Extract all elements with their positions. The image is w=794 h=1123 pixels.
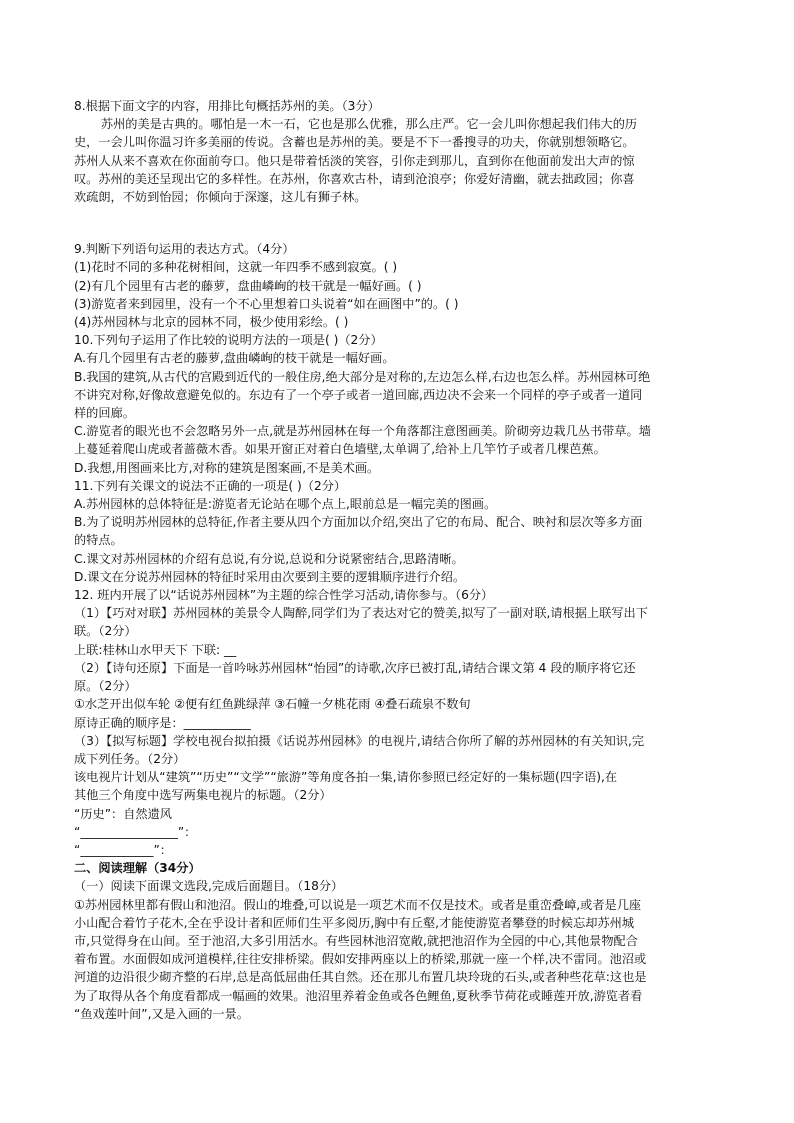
q10-option-c-1: C.游览者的眼光也不会忽略另外一点,就是苏州园林在每一个角落都注意图画美。阶砌旁边栽几丛书带草。墙 — [74, 424, 651, 439]
q12-line-2: 联。（2分） — [74, 624, 137, 639]
q10-option-c-2: 上蔓延着爬山虎或者蔷薇木香。如果开窗正对着白色墙壁,太单调了,给补上几竿竹子或者几棵芭蕉。 — [74, 442, 606, 457]
question-8 — [74, 97, 724, 206]
question-9-title: 9.判断下列语句运用的表达方式。（4分） — [74, 242, 295, 257]
q9-item-3: (3)游览者来到园里，没有一个不心里想着口头说着“如在画图中”的。( ) — [74, 296, 459, 311]
passage-line-7: “鱼戏莲叶间”,又是入画的一景。 — [74, 1006, 249, 1021]
q12-line-1: （1）【巧对对联】苏州园林的美景令人陶醉,同学们为了表达对它的赞美,拟写了一副对联,请根据上联写出下 — [74, 606, 648, 621]
question-8-title: 8.根据下面文字的内容，用排比句概括苏州的美。（3分） — [74, 99, 380, 113]
q8-line-5: 欢疏朗，不妨到怡园；你倾向于深邃，这儿有狮子林。 — [74, 190, 367, 205]
q8-line-2: 史，一会儿叫你温习许多美丽的传说。含蓄也是苏州的美。要是不下一番搜寻的功夫，你就别想领略它。 — [74, 135, 635, 150]
section-2-subtitle: （一）阅读下面课文选段,完成后面题目。（18分） — [74, 879, 344, 894]
question-12 — [74, 586, 724, 859]
q12-line-4: （2）【诗句还原】下面是一首吟咏苏州园林“怡园”的诗歌,次序已被打乱,请结合课文第 4 段的顺序将它还 — [74, 660, 636, 675]
q12-line-7: 原诗正确的顺序是：___________ — [74, 715, 251, 730]
q11-option-c: C.课文对苏州园林的介绍有总说,有分说,总说和分说紧密结合,思路清晰。 — [74, 551, 464, 566]
q11-option-a: A.苏州园林的总体特征是:游览者无论站在哪个点上,眼前总是一幅完美的图画。 — [74, 497, 497, 512]
q12-line-6: ①水芝开出似车轮 ②便有红鱼跳绿萍 ③石幢一夕桃花雨 ④叠石疏泉不数旬 — [74, 697, 471, 712]
q10-option-b-1: B.我国的建筑,从古代的宫殿到近代的一般住房,绝大部分是对称的,左边怎么样,右边也怎么样。苏州园林可绝 — [74, 369, 651, 384]
section-reading — [74, 859, 724, 1023]
q12-line-14: “____________”： — [74, 842, 172, 857]
q9-item-4: (4)苏州园林与北京的园林不同，极少使用彩绘。( ) — [74, 315, 349, 330]
q12-line-3: 上联:桂林山水甲天下 下联: __ — [74, 642, 237, 657]
passage-line-4: 着布置。水面假如成河道模样,往往安排桥梁。假如安排两座以上的桥梁,那就一座一个样,决不雷同。池沼或 — [74, 952, 647, 967]
q10-option-d: D.我想,用图画来比方,对称的建筑是图案画,不是美术画。 — [74, 460, 380, 475]
q12-line-9: 成下列任务。（2分） — [74, 751, 186, 766]
q10-option-b-3: 样的回廊。 — [74, 406, 135, 421]
exam-page — [74, 97, 724, 1023]
section-2-title: 二、阅读理解（34分） — [74, 861, 201, 876]
q8-line-3: 苏州人从来不喜欢在你面前夸口。他只是带着恬淡的笑容，引你走到那儿，直到你在他面前发出大声的惊 — [74, 153, 635, 168]
spacer — [74, 206, 724, 240]
question-9 — [74, 240, 724, 331]
q11-option-b-1: B.为了说明苏州园林的总特征,作者主要从四个方面加以介绍,突出了它的布局、配合、映衬和层次等多方面 — [74, 515, 643, 530]
q10-option-b-2: 不讲究对称,好像故意避免似的。东边有了一个亭子或者一道回廊,西边决不会来一个同样的亭子或者一道同 — [74, 387, 643, 402]
passage-line-5: 河道的边沿很少砌齐整的石岸,总是高低屈曲任其自然。还在那儿布置几块玲珑的石头,或者种些花草:这也是 — [74, 970, 647, 985]
q12-line-13: “________________”： — [74, 824, 197, 839]
q12-line-8: （3）【拟写标题】学校电视台拟拍摄《话说苏州园林》的电视片,请结合你所了解的苏州园林的有关知识,完 — [74, 733, 645, 748]
question-12-title: 12. 班内开展了以“话说苏州园林”为主题的综合性学习活动,请你参与。（6分） — [74, 588, 494, 603]
q9-item-2: (2)有几个园里有古老的藤萝，盘曲嶙峋的枝干就是一幅好画。( ) — [74, 278, 422, 293]
q12-line-12: “历史”：自然遗风 — [74, 806, 172, 821]
passage-line-2: 小山配合着竹子花木,全在乎设计者和匠师们生平多阅历,胸中有丘壑,才能使游览者攀登的时候忘却苏州城 — [74, 915, 635, 930]
q10-option-a: A.有几个园里有古老的藤萝,盘曲嶙峋的枝干就是一幅好画。 — [74, 351, 395, 366]
question-10-title: 10.下列句子运用了作比较的说明方法的一项是( )（2分） — [74, 333, 383, 348]
q12-line-5: 原。（2分） — [74, 679, 137, 694]
passage-line-1: ①苏州园林里都有假山和池沼。假山的堆叠,可以说是一项艺术而不仅是技术。或者是重峦叠嶂,或者是几座 — [74, 897, 642, 912]
passage-line-6: 为了取得从各个角度看都成一幅画的效果。池沼里养着金鱼或各色鲤鱼,夏秋季节荷花或睡莲开放,游览者看 — [74, 988, 643, 1003]
q12-line-11: 其他三个角度中选写两集电视片的标题。（2分） — [74, 788, 332, 803]
q11-option-d: D.课文在分说苏州园林的特征时采用由次要到主要的逻辑顺序进行介绍。 — [74, 569, 466, 584]
passage-line-3: 市,只觉得身在山间。至于池沼,大多引用活水。有些园林池沼宽敞,就把池沼作为全园的中心,其他景物配合 — [74, 933, 638, 948]
question-11-title: 11.下列有关课文的说法不正确的一项是( )（2分） — [74, 478, 347, 493]
q12-line-10: 该电视片计划从“建筑”“历史”“文学”“旅游”等角度各拍一集,请你参照已经定好的一集标题(四字语),在 — [74, 770, 618, 785]
q8-line-4: 叹。苏州的美还呈现出它的多样性。在苏州，你喜欢古朴，请到沧浪亭；你爱好清幽，就去拙政园；你喜 — [74, 171, 635, 186]
q11-option-b-2: 的特点。 — [74, 533, 123, 548]
q8-line-1: 苏州的美是古典的。哪怕是一木一石，它也是那么优雅，那么庄严。它一会儿叫你想起我们伟大的历 — [100, 117, 638, 132]
q9-item-1: (1)花时不同的多种花树相间，这就一年四季不感到寂寞。( ) — [74, 260, 398, 275]
question-11 — [74, 477, 724, 586]
question-10 — [74, 331, 724, 477]
